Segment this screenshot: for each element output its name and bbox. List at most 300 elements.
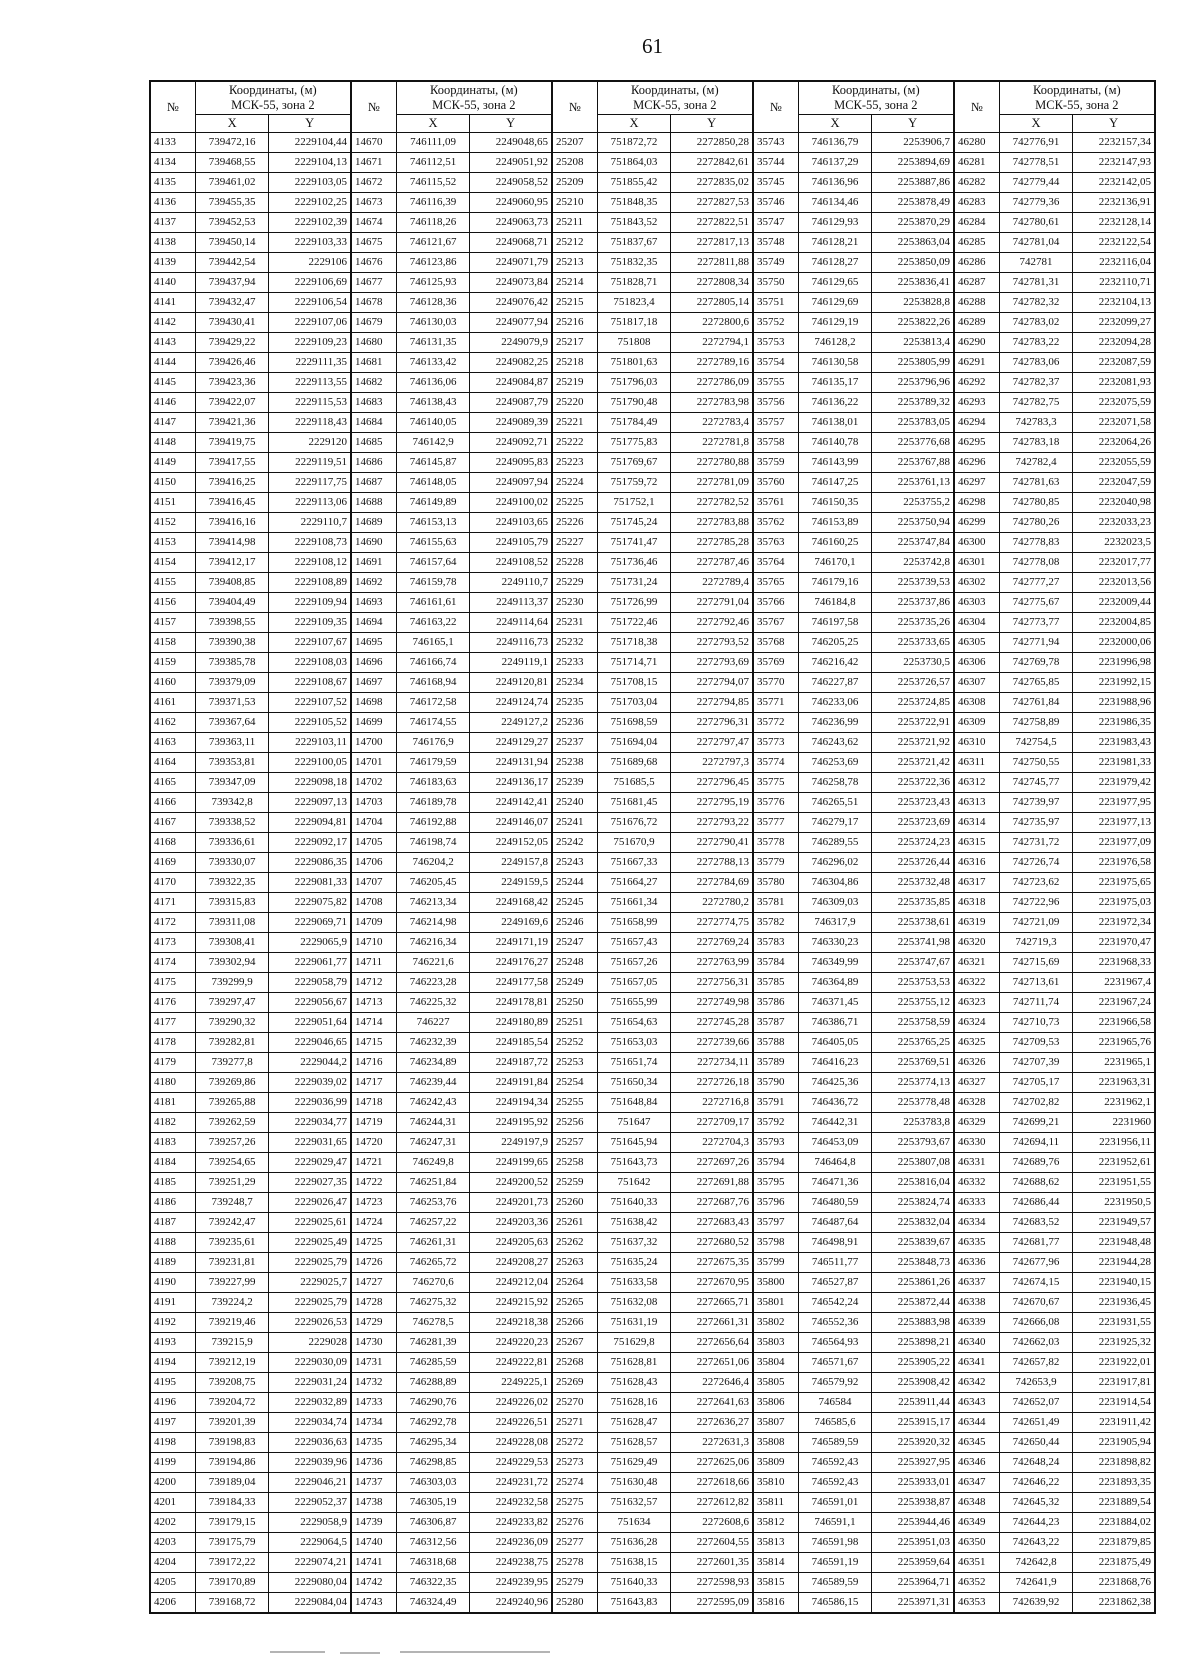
- x-coordinate-cell: 739322,35: [195, 873, 269, 893]
- x-coordinate-cell: 751828,71: [597, 273, 671, 293]
- y-coordinate-cell: 2253761,13: [872, 473, 954, 493]
- x-coordinate-cell: 751631,19: [597, 1313, 671, 1333]
- point-number-cell: 35804: [753, 1353, 798, 1373]
- point-number-cell: 46323: [954, 993, 999, 1013]
- y-coordinate-cell: 2231936,45: [1073, 1293, 1155, 1313]
- x-coordinate-cell: 739338,52: [195, 813, 269, 833]
- y-coordinate-cell: 2253850,09: [872, 253, 954, 273]
- y-coordinate-cell: 2231931,55: [1073, 1313, 1155, 1333]
- x-coordinate-cell: 751628,16: [597, 1393, 671, 1413]
- y-coordinate-cell: 2232013,56: [1073, 573, 1155, 593]
- table-row: [150, 1453, 1155, 1473]
- y-coordinate-cell: 2253824,74: [872, 1193, 954, 1213]
- y-coordinate-cell: 2272827,53: [671, 193, 753, 213]
- y-coordinate-cell: 2253915,17: [872, 1413, 954, 1433]
- x-coordinate-cell: 746216,34: [396, 933, 470, 953]
- point-number-cell: 35805: [753, 1373, 798, 1393]
- x-coordinate-cell: 739204,72: [195, 1393, 269, 1413]
- y-coordinate-cell: 2272850,28: [671, 133, 753, 153]
- x-coordinate-cell: 739242,47: [195, 1213, 269, 1233]
- y-coordinate-cell: 2231944,28: [1073, 1253, 1155, 1273]
- x-coordinate-cell: 751759,72: [597, 473, 671, 493]
- y-coordinate-cell: 2232136,91: [1073, 193, 1155, 213]
- y-coordinate-cell: 2253938,87: [872, 1493, 954, 1513]
- table-row: [150, 1473, 1155, 1493]
- x-coordinate-cell: 746136,79: [798, 133, 872, 153]
- x-coordinate-cell: 739231,81: [195, 1253, 269, 1273]
- table-row: [150, 473, 1155, 493]
- point-number-cell: 14723: [351, 1193, 396, 1213]
- y-coordinate-cell: 2249171,19: [470, 933, 552, 953]
- x-coordinate-cell: 746129,19: [798, 313, 872, 333]
- point-number-cell: 14731: [351, 1353, 396, 1373]
- y-coordinate-cell: 2229111,35: [269, 353, 351, 373]
- point-number-cell: 14682: [351, 373, 396, 393]
- x-coordinate-cell: 746223,28: [396, 973, 470, 993]
- y-column-header: Y: [872, 115, 954, 133]
- point-number-cell: 14683: [351, 393, 396, 413]
- y-coordinate-cell: 2249178,81: [470, 993, 552, 1013]
- point-number-cell: 4197: [150, 1413, 195, 1433]
- x-coordinate-cell: 742683,52: [999, 1213, 1073, 1233]
- y-coordinate-cell: 2232128,14: [1073, 213, 1155, 233]
- point-number-cell: 4165: [150, 773, 195, 793]
- point-number-cell: 25241: [552, 813, 597, 833]
- point-number-cell: 35806: [753, 1393, 798, 1413]
- x-coordinate-cell: 746306,87: [396, 1513, 470, 1533]
- table-row: [150, 1193, 1155, 1213]
- y-coordinate-cell: 2232071,58: [1073, 413, 1155, 433]
- point-number-cell: 4202: [150, 1513, 195, 1533]
- x-coordinate-cell: 746116,39: [396, 193, 470, 213]
- coordinates-title: Координаты, (м): [631, 83, 719, 97]
- table-row: [150, 813, 1155, 833]
- table-row: [150, 1033, 1155, 1053]
- x-coordinate-cell: 746309,03: [798, 893, 872, 913]
- y-coordinate-cell: 2229031,65: [269, 1133, 351, 1153]
- y-coordinate-cell: 2272739,66: [671, 1033, 753, 1053]
- table-row: [150, 1313, 1155, 1333]
- x-coordinate-cell: 746349,99: [798, 953, 872, 973]
- y-coordinate-cell: 2231965,1: [1073, 1053, 1155, 1073]
- x-coordinate-cell: 751823,4: [597, 293, 671, 313]
- x-column-header: X: [597, 115, 671, 133]
- y-coordinate-cell: 2249194,34: [470, 1093, 552, 1113]
- table-row: [150, 393, 1155, 413]
- y-coordinate-cell: 2249226,02: [470, 1393, 552, 1413]
- y-coordinate-cell: 2272769,24: [671, 933, 753, 953]
- x-coordinate-cell: 742773,77: [999, 613, 1073, 633]
- x-coordinate-cell: 751638,42: [597, 1213, 671, 1233]
- point-number-cell: 14728: [351, 1293, 396, 1313]
- x-coordinate-cell: 742735,97: [999, 813, 1073, 833]
- x-coordinate-cell: 742783,06: [999, 353, 1073, 373]
- y-coordinate-cell: 2253839,67: [872, 1233, 954, 1253]
- y-coordinate-cell: 2231966,58: [1073, 1013, 1155, 1033]
- y-coordinate-cell: 2249068,71: [470, 233, 552, 253]
- y-coordinate-cell: 2249108,52: [470, 553, 552, 573]
- y-coordinate-cell: 2231975,03: [1073, 893, 1155, 913]
- point-number-cell: 46280: [954, 133, 999, 153]
- y-coordinate-cell: 2253822,26: [872, 313, 954, 333]
- point-number-cell: 4175: [150, 973, 195, 993]
- point-number-cell: 25215: [552, 293, 597, 313]
- point-number-cell: 25258: [552, 1153, 597, 1173]
- y-coordinate-cell: 2232142,05: [1073, 173, 1155, 193]
- point-number-cell: 14741: [351, 1553, 396, 1573]
- point-number-cell: 14738: [351, 1493, 396, 1513]
- y-coordinate-cell: 2249136,17: [470, 773, 552, 793]
- x-coordinate-cell: 739412,17: [195, 553, 269, 573]
- y-coordinate-cell: 2229105,52: [269, 713, 351, 733]
- point-number-cell: 35812: [753, 1513, 798, 1533]
- x-coordinate-cell: 742783,3: [999, 413, 1073, 433]
- point-number-cell: 25273: [552, 1453, 597, 1473]
- point-number-cell: 4161: [150, 693, 195, 713]
- y-coordinate-cell: 2229117,75: [269, 473, 351, 493]
- y-coordinate-cell: 2249180,89: [470, 1013, 552, 1033]
- point-number-cell: 4168: [150, 833, 195, 853]
- point-number-cell: 4158: [150, 633, 195, 653]
- point-number-cell: 4169: [150, 853, 195, 873]
- point-number-cell: 25242: [552, 833, 597, 853]
- point-number-cell: 4189: [150, 1253, 195, 1273]
- coordinate-system-label: МСК-55, зона 2: [231, 98, 315, 112]
- x-coordinate-cell: 739302,94: [195, 953, 269, 973]
- x-coordinate-cell: 746279,17: [798, 813, 872, 833]
- y-coordinate-cell: 2249103,65: [470, 513, 552, 533]
- point-number-cell: 35759: [753, 453, 798, 473]
- y-coordinate-cell: 2229109,23: [269, 333, 351, 353]
- x-coordinate-cell: 746487,64: [798, 1213, 872, 1233]
- point-number-cell: 35757: [753, 413, 798, 433]
- y-coordinate-cell: 2229108,89: [269, 573, 351, 593]
- point-number-cell: 35765: [753, 573, 798, 593]
- y-coordinate-cell: 2231893,35: [1073, 1473, 1155, 1493]
- table-row: [150, 1273, 1155, 1293]
- x-coordinate-cell: 746425,36: [798, 1073, 872, 1093]
- y-coordinate-cell: 2231951,55: [1073, 1173, 1155, 1193]
- point-number-cell: 25249: [552, 973, 597, 993]
- x-coordinate-cell: 746243,62: [798, 733, 872, 753]
- point-number-cell: 4194: [150, 1353, 195, 1373]
- table-row: [150, 1373, 1155, 1393]
- y-coordinate-cell: 2229036,99: [269, 1093, 351, 1113]
- y-coordinate-cell: 2249110,7: [470, 573, 552, 593]
- table-row: [150, 1073, 1155, 1093]
- x-coordinate-cell: 742705,17: [999, 1073, 1073, 1093]
- point-number-cell: 25277: [552, 1533, 597, 1553]
- y-coordinate-cell: 2229103,11: [269, 733, 351, 753]
- x-coordinate-cell: 751843,52: [597, 213, 671, 233]
- y-coordinate-cell: 2272781,8: [671, 433, 753, 453]
- x-coordinate-cell: 742783,22: [999, 333, 1073, 353]
- x-coordinate-cell: 742777,27: [999, 573, 1073, 593]
- x-coordinate-cell: 742707,39: [999, 1053, 1073, 1073]
- x-coordinate-cell: 739290,32: [195, 1013, 269, 1033]
- point-number-cell: 14692: [351, 573, 396, 593]
- point-number-cell: 35803: [753, 1333, 798, 1353]
- y-coordinate-cell: 2231875,49: [1073, 1553, 1155, 1573]
- x-coordinate-cell: 739172,22: [195, 1553, 269, 1573]
- point-number-cell: 46291: [954, 353, 999, 373]
- y-coordinate-cell: 2249120,81: [470, 673, 552, 693]
- x-coordinate-cell: 746216,42: [798, 653, 872, 673]
- table-row: [150, 273, 1155, 293]
- y-coordinate-cell: 2249129,27: [470, 733, 552, 753]
- y-coordinate-cell: 2231889,54: [1073, 1493, 1155, 1513]
- point-number-cell: 46281: [954, 153, 999, 173]
- y-coordinate-cell: 2229025,79: [269, 1253, 351, 1273]
- point-number-cell: 14680: [351, 333, 396, 353]
- point-number-cell: 35815: [753, 1573, 798, 1593]
- y-coordinate-cell: 2229103,05: [269, 173, 351, 193]
- x-coordinate-cell: 746143,99: [798, 453, 872, 473]
- y-coordinate-cell: 2231963,31: [1073, 1073, 1155, 1093]
- y-coordinate-cell: 2249142,41: [470, 793, 552, 813]
- point-number-cell: 14709: [351, 913, 396, 933]
- y-coordinate-cell: 2249228,08: [470, 1433, 552, 1453]
- y-coordinate-cell: 2231970,47: [1073, 933, 1155, 953]
- x-coordinate-cell: 746134,46: [798, 193, 872, 213]
- y-coordinate-cell: 2249169,6: [470, 913, 552, 933]
- point-number-cell: 46336: [954, 1253, 999, 1273]
- point-number-cell: 46330: [954, 1133, 999, 1153]
- y-coordinate-cell: 2272661,31: [671, 1313, 753, 1333]
- y-coordinate-cell: 2229097,13: [269, 793, 351, 813]
- point-number-cell: 46313: [954, 793, 999, 813]
- point-number-cell: 14693: [351, 593, 396, 613]
- point-number-cell: 4160: [150, 673, 195, 693]
- x-coordinate-cell: 742780,26: [999, 513, 1073, 533]
- x-coordinate-cell: 746184,8: [798, 593, 872, 613]
- x-coordinate-cell: 751808: [597, 333, 671, 353]
- point-number-cell: 35770: [753, 673, 798, 693]
- y-coordinate-cell: 2229102,39: [269, 213, 351, 233]
- point-number-cell: 35796: [753, 1193, 798, 1213]
- x-coordinate-cell: 739262,59: [195, 1113, 269, 1133]
- y-coordinate-cell: 2229084,04: [269, 1593, 351, 1614]
- x-coordinate-cell: 742778,08: [999, 553, 1073, 573]
- table-row: [150, 1233, 1155, 1253]
- point-number-cell: 46293: [954, 393, 999, 413]
- point-number-cell: 4183: [150, 1133, 195, 1153]
- point-number-cell: 25248: [552, 953, 597, 973]
- x-coordinate-cell: 742721,09: [999, 913, 1073, 933]
- point-number-cell: 46309: [954, 713, 999, 733]
- y-coordinate-cell: 2229106: [269, 253, 351, 273]
- x-coordinate-cell: 751643,73: [597, 1153, 671, 1173]
- y-coordinate-cell: 2249127,2: [470, 713, 552, 733]
- y-coordinate-cell: 2253778,48: [872, 1093, 954, 1113]
- point-number-cell: 46299: [954, 513, 999, 533]
- y-coordinate-cell: 2231948,48: [1073, 1233, 1155, 1253]
- point-number-cell: 35797: [753, 1213, 798, 1233]
- x-coordinate-cell: 751708,15: [597, 673, 671, 693]
- y-coordinate-cell: 2272805,14: [671, 293, 753, 313]
- point-number-cell: 4153: [150, 533, 195, 553]
- y-coordinate-cell: 2272783,88: [671, 513, 753, 533]
- point-number-cell: 25274: [552, 1473, 597, 1493]
- x-coordinate-cell: 739269,86: [195, 1073, 269, 1093]
- y-coordinate-cell: 2229032,89: [269, 1393, 351, 1413]
- y-coordinate-cell: 2253905,22: [872, 1353, 954, 1373]
- x-coordinate-cell: 746129,65: [798, 273, 872, 293]
- y-coordinate-cell: 2232122,54: [1073, 233, 1155, 253]
- point-number-cell: 4199: [150, 1453, 195, 1473]
- y-coordinate-cell: 2249119,1: [470, 653, 552, 673]
- point-number-cell: 14722: [351, 1173, 396, 1193]
- y-coordinate-cell: 2232099,27: [1073, 313, 1155, 333]
- y-coordinate-cell: 2249197,9: [470, 1133, 552, 1153]
- y-coordinate-cell: 2229075,82: [269, 893, 351, 913]
- point-number-cell: 25232: [552, 633, 597, 653]
- y-coordinate-cell: 2272790,41: [671, 833, 753, 853]
- point-number-cell: 4172: [150, 913, 195, 933]
- x-coordinate-cell: 739315,83: [195, 893, 269, 913]
- y-coordinate-cell: 2253742,8: [872, 553, 954, 573]
- y-coordinate-cell: 2231898,82: [1073, 1453, 1155, 1473]
- table-row: [150, 1213, 1155, 1233]
- y-coordinate-cell: 2231988,96: [1073, 693, 1155, 713]
- y-coordinate-cell: 2229113,06: [269, 493, 351, 513]
- point-number-cell: 14721: [351, 1153, 396, 1173]
- point-number-cell: 4204: [150, 1553, 195, 1573]
- x-coordinate-cell: 746145,87: [396, 453, 470, 473]
- point-number-cell: 25260: [552, 1193, 597, 1213]
- y-coordinate-cell: 2229109,35: [269, 613, 351, 633]
- y-coordinate-cell: 2272697,26: [671, 1153, 753, 1173]
- point-number-cell: 46353: [954, 1593, 999, 1614]
- y-coordinate-cell: 2272808,34: [671, 273, 753, 293]
- x-coordinate-cell: 739379,09: [195, 673, 269, 693]
- point-number-cell: 35747: [753, 213, 798, 233]
- x-coordinate-cell: 746589,59: [798, 1573, 872, 1593]
- point-number-cell: 25217: [552, 333, 597, 353]
- y-coordinate-cell: 2232009,44: [1073, 593, 1155, 613]
- point-number-cell: 4174: [150, 953, 195, 973]
- y-coordinate-cell: 2272782,52: [671, 493, 753, 513]
- point-number-cell: 35766: [753, 593, 798, 613]
- y-coordinate-cell: 2249076,42: [470, 293, 552, 313]
- point-number-cell: 46333: [954, 1193, 999, 1213]
- point-number-cell: 46332: [954, 1173, 999, 1193]
- x-coordinate-cell: 751752,1: [597, 493, 671, 513]
- y-coordinate-cell: 2229109,94: [269, 593, 351, 613]
- y-coordinate-cell: 2272789,16: [671, 353, 753, 373]
- y-coordinate-cell: 2249238,75: [470, 1553, 552, 1573]
- y-coordinate-cell: 2253739,53: [872, 573, 954, 593]
- y-coordinate-cell: 2229056,67: [269, 993, 351, 1013]
- y-coordinate-cell: 2253805,99: [872, 353, 954, 373]
- y-coordinate-cell: 2272726,18: [671, 1073, 753, 1093]
- y-coordinate-cell: 2249176,27: [470, 953, 552, 973]
- table-row: [150, 333, 1155, 353]
- y-coordinate-cell: 2231975,65: [1073, 873, 1155, 893]
- x-coordinate-cell: 751628,57: [597, 1433, 671, 1453]
- y-coordinate-cell: 2249089,39: [470, 413, 552, 433]
- point-number-cell: 14679: [351, 313, 396, 333]
- table-row: [150, 1253, 1155, 1273]
- x-coordinate-cell: 746289,55: [798, 833, 872, 853]
- y-coordinate-cell: 2229065,9: [269, 933, 351, 953]
- point-number-cell: 14705: [351, 833, 396, 853]
- x-coordinate-cell: 746168,94: [396, 673, 470, 693]
- point-number-cell: 14676: [351, 253, 396, 273]
- point-number-cell: 25227: [552, 533, 597, 553]
- y-coordinate-cell: 2249168,42: [470, 893, 552, 913]
- y-coordinate-cell: 2272835,02: [671, 173, 753, 193]
- x-coordinate-cell: 739353,81: [195, 753, 269, 773]
- point-number-cell: 4149: [150, 453, 195, 473]
- y-column-header: Y: [671, 115, 753, 133]
- point-number-cell: 14707: [351, 873, 396, 893]
- x-coordinate-cell: 751629,49: [597, 1453, 671, 1473]
- x-coordinate-cell: 746591,19: [798, 1553, 872, 1573]
- point-number-cell: 46285: [954, 233, 999, 253]
- x-coordinate-cell: 739265,88: [195, 1093, 269, 1113]
- y-coordinate-cell: 2232004,85: [1073, 613, 1155, 633]
- table-row: [150, 1533, 1155, 1553]
- y-coordinate-cell: 2253908,42: [872, 1373, 954, 1393]
- x-coordinate-cell: 751848,35: [597, 193, 671, 213]
- point-number-cell: 46296: [954, 453, 999, 473]
- point-number-cell: 4151: [150, 493, 195, 513]
- x-coordinate-cell: 739437,94: [195, 273, 269, 293]
- point-number-cell: 35749: [753, 253, 798, 273]
- point-number-cell: 35777: [753, 813, 798, 833]
- x-coordinate-cell: 742765,85: [999, 673, 1073, 693]
- point-number-cell: 46348: [954, 1493, 999, 1513]
- table-row: [150, 633, 1155, 653]
- x-coordinate-cell: 742650,44: [999, 1433, 1073, 1453]
- point-number-cell: 14694: [351, 613, 396, 633]
- point-number-cell: 14736: [351, 1453, 396, 1473]
- y-coordinate-cell: 2232017,77: [1073, 553, 1155, 573]
- point-number-cell: 14740: [351, 1533, 396, 1553]
- table-row: [150, 1513, 1155, 1533]
- x-coordinate-cell: 746147,25: [798, 473, 872, 493]
- point-number-cell: 46316: [954, 853, 999, 873]
- point-number-cell: 4154: [150, 553, 195, 573]
- x-coordinate-cell: 742745,77: [999, 773, 1073, 793]
- x-coordinate-cell: 739219,46: [195, 1313, 269, 1333]
- x-coordinate-cell: 746233,06: [798, 693, 872, 713]
- point-number-cell: 4182: [150, 1113, 195, 1133]
- y-coordinate-cell: 2231965,76: [1073, 1033, 1155, 1053]
- point-number-cell: 25264: [552, 1273, 597, 1293]
- y-coordinate-cell: 2253898,21: [872, 1333, 954, 1353]
- point-number-cell: 46312: [954, 773, 999, 793]
- y-coordinate-cell: 2231862,38: [1073, 1593, 1155, 1614]
- point-number-cell: 35762: [753, 513, 798, 533]
- y-coordinate-cell: 2253737,86: [872, 593, 954, 613]
- x-coordinate-cell: 739297,47: [195, 993, 269, 1013]
- y-coordinate-cell: 2249205,63: [470, 1233, 552, 1253]
- point-number-cell: 25244: [552, 873, 597, 893]
- table-row: [150, 873, 1155, 893]
- y-coordinate-cell: 2249232,58: [470, 1493, 552, 1513]
- y-coordinate-cell: 2229025,49: [269, 1233, 351, 1253]
- table-row: [150, 1293, 1155, 1313]
- y-coordinate-cell: 2229080,04: [269, 1573, 351, 1593]
- point-number-cell: 14703: [351, 793, 396, 813]
- y-coordinate-cell: 2272608,6: [671, 1513, 753, 1533]
- y-coordinate-cell: 2272792,46: [671, 613, 753, 633]
- y-coordinate-cell: 2249233,82: [470, 1513, 552, 1533]
- coordinates-column-header: [798, 81, 954, 115]
- y-coordinate-cell: 2249157,8: [470, 853, 552, 873]
